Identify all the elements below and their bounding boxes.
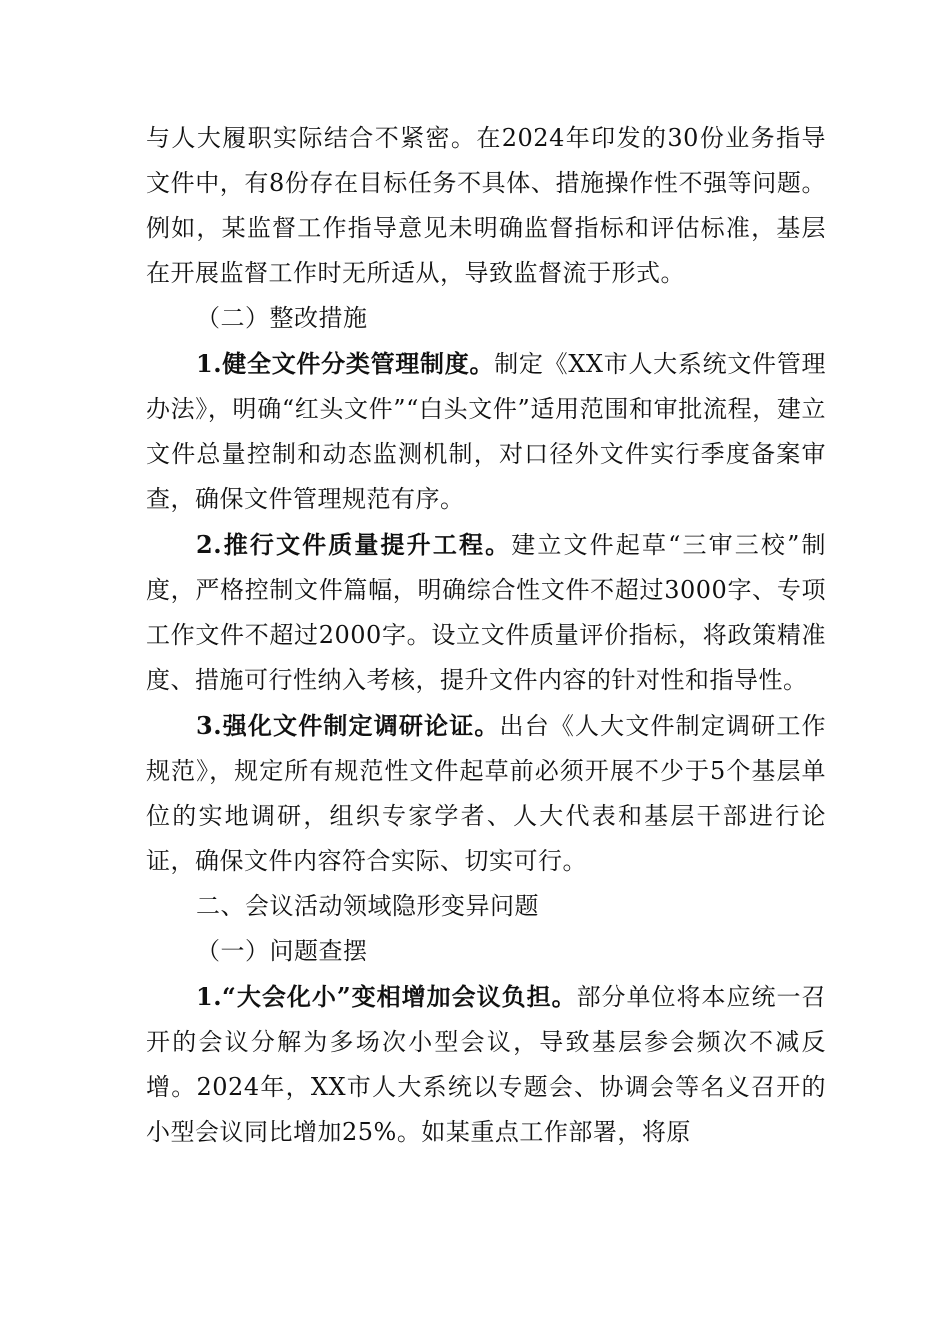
paragraph-text: 部分单位将本应统一召开的会议分解为多场次小型会议，导致基层参会频次不减反增。2024年，XX市人大系统以专题会、协调会等名义召开的小型会议同比增加25%。如某重点工作部署，将原 [146,983,826,1146]
paragraph-problem-1 [146,974,826,1155]
section-heading-text: 二、会议活动领域隐形变异问题 [196,892,539,920]
paragraph-continuation [146,116,826,296]
section-heading-meetings [146,884,826,929]
paragraph-text: 建立文件起草“三审三校”制度，严格控制文件篇幅，明确综合性文件不超过3000字、专项工作文件不超过2000字。设立文件质量评价指标，将政策精准度、措施可行性纳入考核，提升文件内容的针对性和指导性。 [146,531,826,694]
paragraph-lead: 1.“大会化小”变相增加会议负担。 [196,982,577,1011]
paragraph-measure-2 [146,522,826,703]
subheading-problem-check [146,929,826,974]
subheading-text: （一）问题查摆 [196,937,368,965]
paragraph-text: 制定《XX市人大系统文件管理办法》，明确“红头文件”“白头文件”适用范围和审批流程，建立文件总量控制和动态监测机制，对口径外文件实行季度备案审查，确保文件管理规范有序。 [146,350,826,513]
paragraph-lead: 1.健全文件分类管理制度。 [196,349,495,378]
paragraph-measure-3 [146,703,826,884]
document-body [146,116,826,1155]
paragraph-lead: 3.强化文件制定调研论证。 [196,711,500,740]
paragraph-text: 出台《人大文件制定调研工作规范》，规定所有规范性文件起草前必须开展不少于5个基层单位的实地调研，组织专家学者、人大代表和基层干部进行论证，确保文件内容符合实际、切实可行。 [146,712,826,875]
paragraph-text: 与人大履职实际结合不紧密。在2024年印发的30份业务指导文件中，有8份存在目标任务不具体、措施操作性不强等问题。例如，某监督工作指导意见未明确监督指标和评估标准，基层在开展监督工作时无所适从，导致监督流于形式。 [146,124,826,287]
subheading-text: （二）整改措施 [196,304,368,332]
paragraph-lead: 2.推行文件质量提升工程。 [196,530,512,559]
paragraph-measure-1 [146,341,826,522]
subheading-rectification-measures [146,296,826,341]
